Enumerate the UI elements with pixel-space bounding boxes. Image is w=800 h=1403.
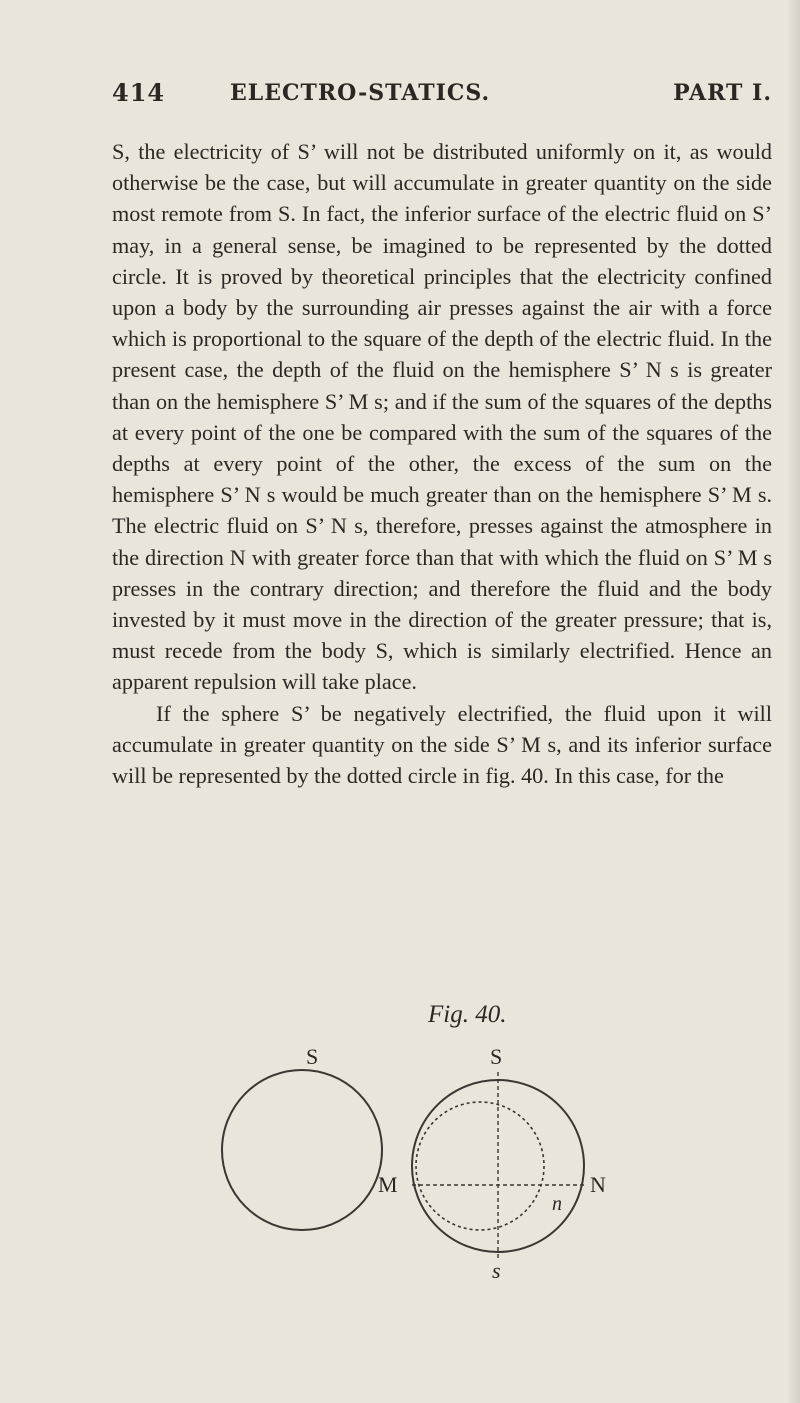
page-edge-shadow	[786, 0, 800, 1403]
body-text	[112, 136, 772, 791]
page-number: 414	[112, 78, 166, 107]
label-inner-n: n	[552, 1193, 562, 1215]
left-sphere	[222, 1070, 382, 1230]
label-right-top: S	[490, 1044, 503, 1069]
label-left-sphere: S	[306, 1044, 319, 1069]
paragraph-1: S, the electricity of S’ will not be distributed uniformly on it, as would otherwise be the case, but will accumulate in greater quantity on the side most remote from S. In fact, the inferior surface of the electric fluid on S’ may, in a general sense, be imagined to be represented by the dotted circle. It is proved by theoretical principles that the electricity confined upon a body by the surrounding air presses against the air with a force which is proportional to the square of the depth of the electric fluid. In the present case, the depth of the fluid on the hemisphere S’ N s is greater than on the hemisphere S’ M s; and if the sum of the squares of the depths at every point of the one be compared with the sum of the squares of the depths at every point of the other, the excess of the sum on the hemisphere S’ N s would be much greater than on the hemisphere S’ M s. The electric fluid on S’ N s, therefore, presses against the atmosphere in the direction N with greater force than that with which the fluid on S’ M s presses in the contrary direction; and therefore the fluid and the body invested by it must move in the direction of the greater pressure; that is, must recede from the body S, which is similarly electrified. Hence an apparent repulsion will take place.	[112, 139, 772, 695]
running-header	[112, 78, 772, 118]
figure-40-diagram	[220, 1040, 740, 1280]
part-label: PART I.	[673, 80, 772, 106]
label-point-n: N	[590, 1172, 606, 1197]
label-point-m: M	[378, 1172, 398, 1197]
running-title: ELECTRO-STATICS.	[230, 80, 491, 106]
figure-caption: Fig. 40.	[428, 1001, 507, 1028]
dotted-inner-circle	[416, 1102, 544, 1230]
paragraph-2: If the sphere S’ be negatively electrified, the fluid upon it will accumulate in greater quantity on the side S’ M s, and its inferior surface will be represented by the dotted circle in fig. 40. In this case, for the	[112, 700, 772, 789]
label-right-bottom: s	[492, 1258, 501, 1280]
